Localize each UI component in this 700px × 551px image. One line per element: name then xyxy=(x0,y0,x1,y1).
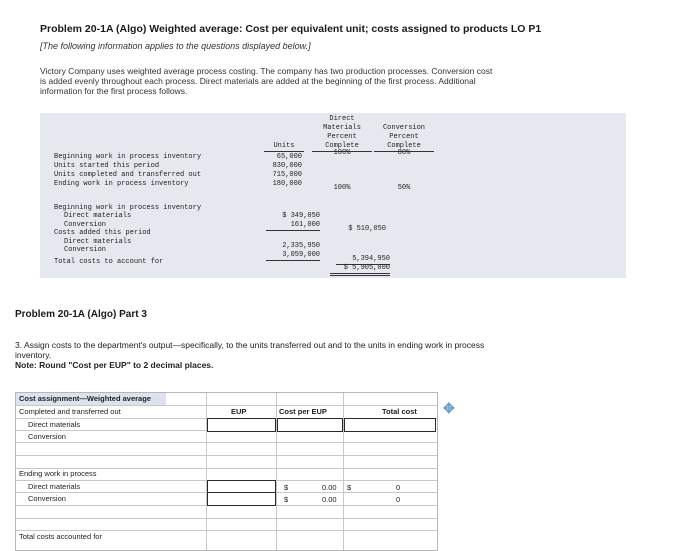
currency-symbol: $ xyxy=(347,483,352,492)
completed-dm-cost-per-eup-input[interactable] xyxy=(277,418,343,432)
dm-pct: 100% xyxy=(333,184,351,192)
conv-header: Conversion Percent Complete xyxy=(374,124,434,152)
col-header-eup: EUP xyxy=(231,407,247,416)
row-label: Units completed and transferred out xyxy=(54,171,202,179)
row-label: Ending work in process inventory xyxy=(54,180,189,188)
row-label-completed-dm: Direct materials xyxy=(28,420,81,429)
completed-dm-total-input[interactable] xyxy=(344,418,436,432)
intro-paragraph xyxy=(40,66,492,96)
row-label: Beginning work in process inventory xyxy=(54,153,202,161)
units-value: 65,000 xyxy=(276,153,302,161)
part3-instruction: 3. Assign costs to the department's output—specifically, to the units transferred out and to the units in ending work in process inventory. Note: Round "Cost per EUP" to 2 decimal places. xyxy=(15,340,485,370)
ending-conv-eup-input[interactable] xyxy=(207,492,276,506)
conv-pct: 50% xyxy=(397,184,411,192)
units-value: 180,000 xyxy=(272,180,302,188)
conv-pct: 80% xyxy=(397,149,411,157)
cost-value: 5,394,950 xyxy=(336,255,390,265)
applies-note: [The following information applies to the questions displayed below.] xyxy=(40,41,311,51)
col-header-cost-per-eup: Cost per EUP xyxy=(279,407,327,416)
row-label-completed: Completed and transferred out xyxy=(19,407,121,416)
currency-symbol: $ xyxy=(284,495,289,504)
row-label-ending-conv: Conversion xyxy=(28,494,66,503)
move-cursor-icon[interactable]: ✥ xyxy=(443,400,455,416)
cost-label: Direct materials xyxy=(64,238,132,246)
cost-value: $ 510,050 xyxy=(348,225,386,233)
cost-label: Beginning work in process inventory xyxy=(54,204,202,212)
row-label-total: Total costs accounted for xyxy=(19,532,102,541)
completed-dm-eup-input[interactable] xyxy=(207,418,276,432)
cost-label: Direct materials xyxy=(64,212,132,220)
intro-line: is added evenly throughout each process. Direct materials are added at the beginning of the first process. Additional xyxy=(40,76,476,86)
units-value: 715,000 xyxy=(272,171,302,179)
row-label-ending-dm: Direct materials xyxy=(28,482,81,491)
intro-line: Victory Company uses weighted average process costing. The company has two production processes. Conversion cost xyxy=(40,66,493,76)
dm-pct: 100% xyxy=(333,149,351,157)
ending-conv-cost-per-eup: 0.00 xyxy=(322,495,337,504)
round-note: Note: Round "Cost per EUP" to 2 decimal places. xyxy=(15,360,214,370)
cost-assignment-table xyxy=(15,392,438,551)
row-label: Units started this period xyxy=(54,162,160,170)
cost-value: $ 5,905,000 xyxy=(330,264,390,276)
ending-dm-total: 0 xyxy=(396,483,401,492)
dm-header: Direct Materials Percent Complete xyxy=(312,115,372,152)
units-header: Units xyxy=(264,142,304,152)
ending-conv-total: 0 xyxy=(396,495,401,504)
problem-data-panel xyxy=(40,113,626,278)
ending-dm-cost-per-eup: 0.00 xyxy=(322,483,337,492)
cost-label: Conversion xyxy=(64,221,107,229)
units-value: 830,000 xyxy=(272,162,302,170)
intro-line: information for the first process follows. xyxy=(40,86,188,96)
col-header-total-cost: Total cost xyxy=(382,407,417,416)
cost-label: Total costs to account for xyxy=(54,258,164,266)
cost-value: 161,000 xyxy=(266,221,320,231)
cost-value: 2,335,950 xyxy=(282,242,320,250)
cost-label: Costs added this period xyxy=(54,229,151,237)
cost-label: Conversion xyxy=(64,246,107,254)
cost-value: $ 349,050 xyxy=(282,212,320,220)
problem-title: Problem 20-1A (Algo) Weighted average: Cost per equivalent unit; costs assigned to products LO P1 xyxy=(40,23,542,35)
row-label-ending: Ending work in process xyxy=(19,469,97,478)
currency-symbol: $ xyxy=(284,483,289,492)
part3-title: Problem 20-1A (Algo) Part 3 xyxy=(15,309,147,320)
table-header-label: Cost assignment—Weighted average xyxy=(19,394,151,403)
cost-value: 3,059,000 xyxy=(266,251,320,261)
row-label-completed-conv: Conversion xyxy=(28,432,66,441)
